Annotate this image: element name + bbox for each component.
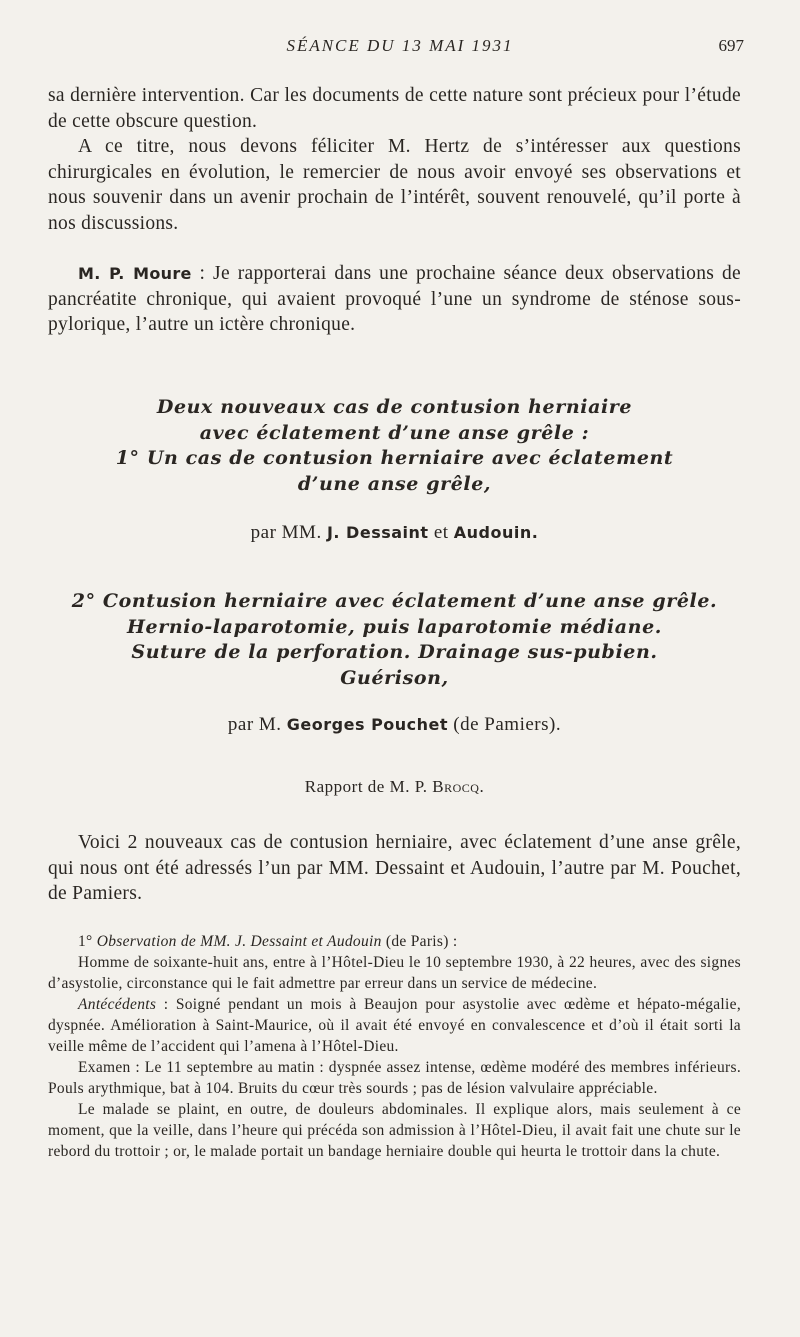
page-number: 697 [718, 36, 744, 55]
article-1-byline [48, 520, 741, 545]
report-attribution [48, 774, 741, 799]
page-header [48, 36, 752, 60]
paragraph [48, 994, 741, 1057]
byline-prefix: par M. [227, 714, 287, 735]
byline-suffix: (de Pamiers). [448, 714, 562, 735]
paragraph-text: : Je rapporterai dans une prochaine séance deux observations de pancréatite chronique, qui avaient provoqué l’une un syndrome de sténose sous-pylorique, l’autre un ictère chronique. [48, 263, 741, 335]
report-intro [48, 830, 741, 907]
author-name: Audouin. [453, 523, 539, 542]
author-name: J. Dessaint [326, 523, 429, 542]
speaker-name: M. P. Moure [78, 264, 192, 283]
article-1-title [48, 395, 741, 497]
heading-number: 1° [78, 933, 97, 950]
author-name: Georges Pouchet [286, 715, 449, 734]
title-line: avec éclatement d’une anse grêle : [199, 421, 590, 444]
running-title: SÉANCE DU 13 MAI 1931 [286, 36, 514, 55]
title-line: d’une anse grêle, [297, 472, 492, 495]
paragraph: Homme de soixante-huit ans, entre à l’Hôtel-Dieu le 10 septembre 1930, à 22 heures, avec des signes d’asystolie, circonstance qui le fait admettre par erreur dans un service de médecine. [48, 954, 741, 992]
article-2-title [48, 589, 741, 691]
heading-tail: (de Paris) : [381, 933, 458, 950]
byline-prefix: par MM. [250, 522, 327, 543]
paragraph: sa dernière intervention. Car les documents de cette nature sont précieux pour l’étude de cette obscure question. [48, 85, 741, 132]
section-label: Antécédents [78, 996, 157, 1013]
report-prefix: Rapport de M. P. [304, 777, 433, 796]
report-line [48, 774, 741, 799]
title-line: Guérison, [340, 666, 449, 689]
title-line: 2° Contusion herniaire avec éclatement d’une anse grêle. [71, 590, 718, 612]
paragraph: Voici 2 nouveaux cas de contusion herniaire, avec éclatement d’une anse grêle, qui nous ont été adressés l’un par MM. Dessaint et Audouin, l’autre par M. Pouchet, de Pamiers. [48, 832, 741, 904]
byline [48, 712, 741, 737]
paragraph: A ce titre, nous devons féliciter M. Hertz de s’intéresser aux questions chirurgicales en évolution, le remercier de nous avoir envoyé ses observations et nous souvenir dans un avenir prochain de l’intérêt, souvent renouvelé, qu’il porte à nos discussions. [48, 136, 741, 234]
title-line: Hernio-laparotomie, puis laparotomie médiane. [127, 615, 662, 638]
observation-heading [48, 931, 741, 952]
title-line: 1° Un cas de contusion herniaire avec éclatement [115, 447, 674, 469]
observation-section [48, 931, 741, 1162]
paragraph: Examen : Le 11 septembre au matin : dyspnée assez intense, œdème modéré des membres inférieurs. Pouls arythmique, bat à 104. Bruits du cœur très sourds ; pas de lésion valvulaire appréciable. [48, 1059, 741, 1097]
paragraph: Le malade se plaint, en outre, de douleurs abdominales. Il explique alors, mais seulement à ce moment, que la veille, dans l’heure qui précéda son admission à l’Hôtel-Dieu, il avait fait une chute sur le rebord du trottoir ; or, le malade portait un bandage herniaire double qui heurta le trottoir dans la chute. [48, 1101, 741, 1160]
heading-title: Observation de MM. J. Dessaint et Audouin [96, 933, 382, 950]
intro-section [48, 83, 741, 236]
byline [48, 520, 741, 545]
paragraph-text: : Soigné pendant un mois à Beaujon pour asystolie avec œdème et hépato-mégalie, dyspnée. Amélioration à Saint-Maurice, où il avait été envoyé en convalescence et d’où il était sorti la veille même de l’accident qui l’amena à l’Hôtel-Dieu. [48, 996, 741, 1055]
byline-conjunction: et [428, 522, 454, 543]
moure-communication [48, 261, 741, 338]
title-line: Deux nouveaux cas de contusion herniaire [156, 396, 633, 418]
article-2-byline [48, 712, 741, 737]
reporter-name: Brocq. [432, 777, 485, 796]
title-line: Suture de la perforation. Drainage sus-pubien. [131, 641, 658, 663]
paragraph [48, 261, 741, 338]
